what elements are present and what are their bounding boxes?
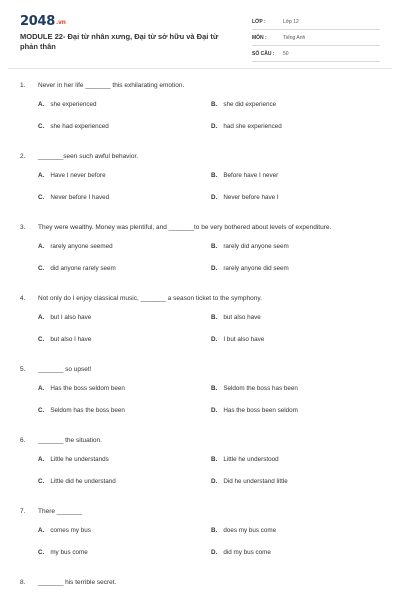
option-letter: A. <box>38 527 45 534</box>
question-4 <box>0 293 400 356</box>
question-number: 3. <box>20 224 26 231</box>
option-text: does my bus come <box>223 527 277 534</box>
meta-key: LỚP : <box>252 18 266 25</box>
option-c[interactable] <box>38 334 91 345</box>
option-text: but also I have <box>50 336 92 343</box>
site-logo[interactable] <box>20 14 66 29</box>
option-letter: B. <box>211 314 218 321</box>
question-2 <box>0 151 400 214</box>
option-text: had she experienced <box>223 123 282 130</box>
option-a[interactable] <box>38 454 109 465</box>
header-divider <box>8 68 392 69</box>
meta-key: MÔN : <box>252 34 267 41</box>
module-title: MODULE 22- Đại từ nhân xưng, Đại từ sở hữu và Đại từ phản thân <box>20 32 219 51</box>
option-text: she had experienced <box>50 123 109 130</box>
question-text: Never in her life _______ this exhilarating emotion. <box>38 82 185 89</box>
option-text: my bus come <box>50 549 88 556</box>
option-a[interactable] <box>38 525 91 536</box>
question-stem <box>0 293 400 304</box>
question-number: 7. <box>20 508 26 515</box>
question-1 <box>0 80 400 143</box>
option-b[interactable] <box>211 170 278 181</box>
option-a[interactable] <box>38 312 91 323</box>
option-text: Before have I never <box>223 172 279 179</box>
option-d[interactable] <box>211 192 279 203</box>
question-text: _______ the situation. <box>38 437 102 444</box>
option-a[interactable] <box>38 170 106 181</box>
option-b[interactable] <box>211 99 276 110</box>
question-stem <box>0 577 400 588</box>
question-5 <box>0 364 400 427</box>
meta-row-count <box>252 46 380 62</box>
option-text: rarely anyone seemed <box>50 243 113 250</box>
question-stem <box>0 506 400 517</box>
option-group <box>0 170 400 214</box>
option-letter: D. <box>211 336 218 343</box>
option-letter: C. <box>38 265 45 272</box>
question-text: _______ his terrible secret. <box>38 579 117 586</box>
option-text: but also have <box>223 314 261 321</box>
question-stem <box>0 364 400 375</box>
option-c[interactable] <box>38 405 125 416</box>
option-text: Seldom the boss has been <box>223 385 298 392</box>
worksheet-header <box>0 0 400 64</box>
meta-key: SỐ CÂU : <box>252 50 275 57</box>
option-text: did my bus come <box>223 549 271 556</box>
option-letter: B. <box>211 385 218 392</box>
question-stem <box>0 151 400 162</box>
option-group <box>0 525 400 569</box>
option-letter: A. <box>38 385 45 392</box>
option-letter: B. <box>211 527 218 534</box>
option-text: Little he understands <box>50 456 109 463</box>
meta-value: Tiếng Anh <box>283 34 306 41</box>
option-letter: B. <box>211 243 218 250</box>
option-text: Have I never before <box>50 172 106 179</box>
option-text: she experienced <box>50 101 97 108</box>
option-c[interactable] <box>38 192 109 203</box>
option-letter: D. <box>211 194 218 201</box>
option-letter: C. <box>38 336 45 343</box>
option-d[interactable] <box>211 476 288 487</box>
option-group <box>0 454 400 498</box>
option-text: I but also have <box>223 336 265 343</box>
question-number: 2. <box>20 153 26 160</box>
option-letter: C. <box>38 123 45 130</box>
option-letter: B. <box>211 101 218 108</box>
logo-suffix: .vn <box>55 19 66 26</box>
option-letter: A. <box>38 243 45 250</box>
option-text: rarely did anyone seem <box>223 243 289 250</box>
logo-text: 2048 <box>20 14 55 29</box>
option-b[interactable] <box>211 525 276 536</box>
option-letter: D. <box>211 549 218 556</box>
question-3 <box>0 222 400 285</box>
option-d[interactable] <box>211 263 289 274</box>
question-number: 4. <box>20 295 26 302</box>
option-c[interactable] <box>38 476 116 487</box>
option-b[interactable] <box>211 454 279 465</box>
option-b[interactable] <box>211 383 298 394</box>
question-number: 6. <box>20 437 26 444</box>
option-text: Has the boss been seldom <box>223 407 298 414</box>
option-letter: A. <box>38 172 45 179</box>
question-list <box>0 80 400 596</box>
option-text: Little he understood <box>223 456 279 463</box>
option-a[interactable] <box>38 99 97 110</box>
option-b[interactable] <box>211 312 261 323</box>
option-letter: D. <box>211 123 218 130</box>
option-d[interactable] <box>211 334 264 345</box>
option-letter: C. <box>38 407 45 414</box>
question-7 <box>0 506 400 569</box>
option-c[interactable] <box>38 547 88 558</box>
option-text: rarely anyone did seem <box>223 265 289 272</box>
meta-value: 50 <box>283 50 289 57</box>
option-letter: C. <box>38 194 45 201</box>
option-text: did anyone rarely seem <box>50 265 116 272</box>
question-text: There _______ <box>38 508 83 515</box>
option-letter: C. <box>38 549 45 556</box>
question-6 <box>0 435 400 498</box>
option-text: Never before have I <box>223 194 279 201</box>
option-text: she did experience <box>223 101 277 108</box>
option-text: Never before I haved <box>50 194 110 201</box>
question-number: 1. <box>20 82 26 89</box>
option-b[interactable] <box>211 241 289 252</box>
option-d[interactable] <box>211 547 271 558</box>
option-letter: C. <box>38 478 45 485</box>
question-8 <box>0 577 400 588</box>
meta-table <box>252 14 380 62</box>
question-text: _______seen such awful behavior. <box>38 153 139 160</box>
option-group <box>0 383 400 427</box>
question-stem <box>0 435 400 446</box>
option-text: Did he understand little <box>223 478 288 485</box>
meta-row-subject <box>252 30 380 46</box>
option-c[interactable] <box>38 263 116 274</box>
option-text: Seldom has the boss been <box>50 407 125 414</box>
option-c[interactable] <box>38 121 109 132</box>
question-number: 5. <box>20 366 26 373</box>
option-group <box>0 241 400 285</box>
option-letter: D. <box>211 407 218 414</box>
question-text: They were wealthy. Money was plentiful, and _______to be very bothered about levels of expenditure. <box>38 224 332 231</box>
option-letter: A. <box>38 314 45 321</box>
question-stem <box>0 222 400 233</box>
question-text: Not only do I enjoy classical music, _______ a season ticket to the symphony. <box>38 295 262 302</box>
option-text: Little did he understand <box>50 478 116 485</box>
option-letter: A. <box>38 101 45 108</box>
option-text: Has the boss seldom been <box>50 385 125 392</box>
question-stem <box>0 80 400 91</box>
option-a[interactable] <box>38 383 125 394</box>
option-letter: B. <box>211 456 218 463</box>
option-d[interactable] <box>211 121 282 132</box>
option-group <box>0 312 400 356</box>
option-text: comes my bus <box>50 527 91 534</box>
option-group <box>0 99 400 143</box>
meta-row-class <box>252 14 380 30</box>
option-letter: B. <box>211 172 218 179</box>
option-letter: D. <box>211 265 218 272</box>
option-a[interactable] <box>38 241 113 252</box>
question-number: 8. <box>20 579 26 586</box>
meta-value: Lớp 12 <box>283 18 299 25</box>
option-letter: D. <box>211 478 218 485</box>
option-d[interactable] <box>211 405 298 416</box>
question-text: _______ so upset! <box>38 366 92 373</box>
option-text: but I also have <box>50 314 92 321</box>
option-letter: A. <box>38 456 45 463</box>
